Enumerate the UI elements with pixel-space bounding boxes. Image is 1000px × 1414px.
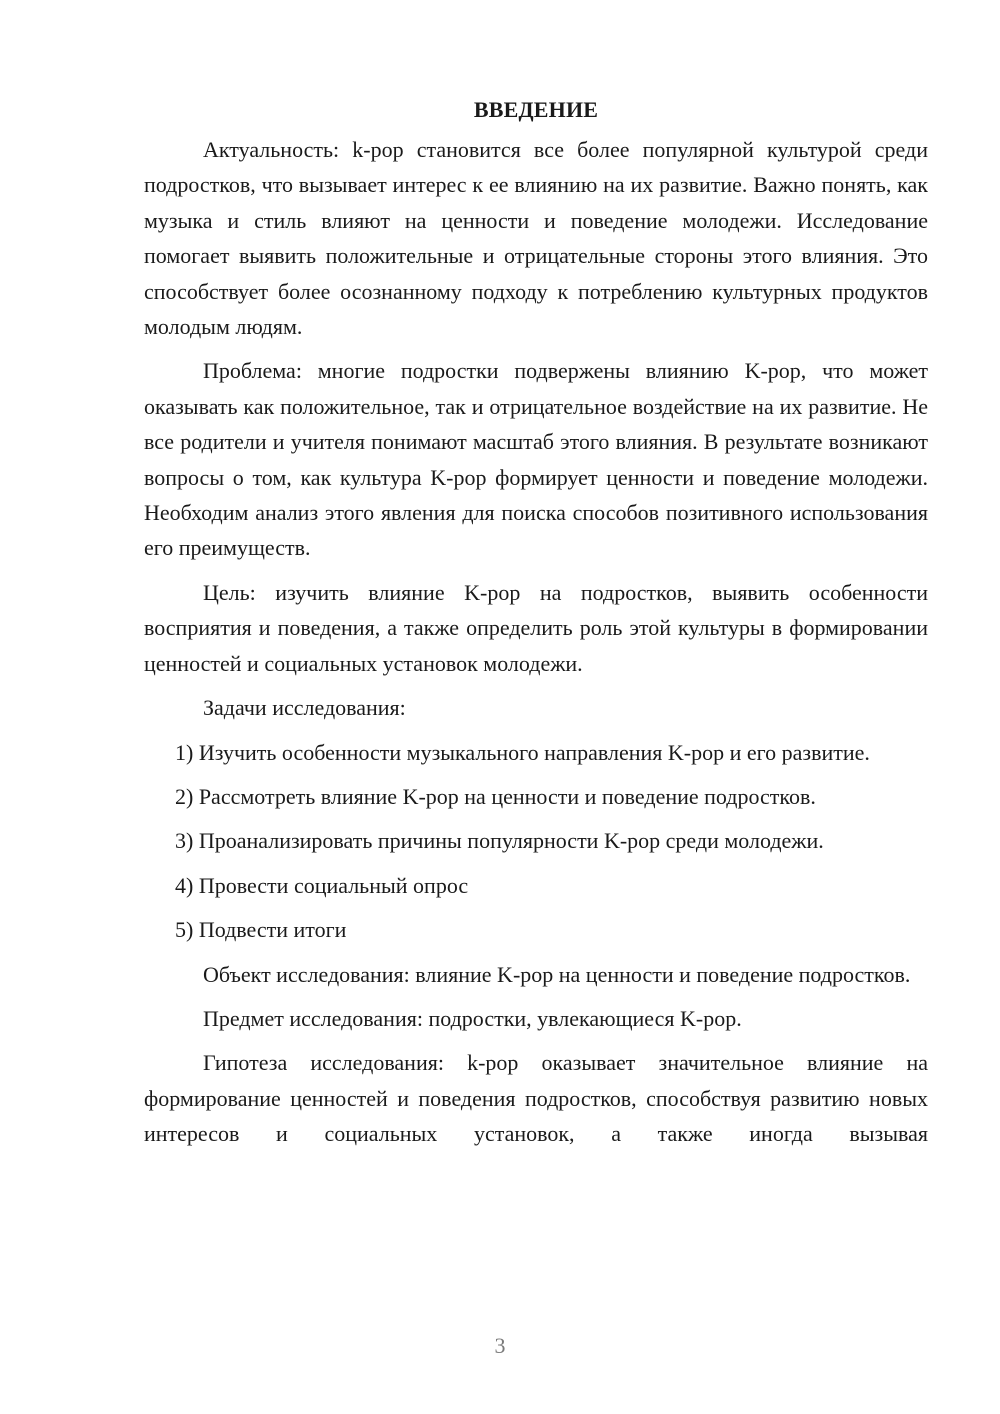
tasks-list: [144, 735, 928, 948]
section-heading: ВВЕДЕНИЕ: [473, 97, 599, 122]
document-page: [144, 92, 928, 1152]
paragraph-relevance: Актуальность: k-pop становится все более популярной культурой среди подростков, что вызывает интерес к ее влиянию на их развитие. Важно понять, как музыка и стиль влияют на ценности и поведение молодежи. Исследование помогает выявить положительные и отрицательные стороны этого влияния. Это способствует более осознанному подходу к потреблению культурных продуктов молодым людям.: [144, 137, 928, 340]
paragraph-hypothesis: Гипотеза исследования: k-pop оказывает значительное влияние на формирование ценностей и поведения подростков, способствуя развитию новых интересов и социальных установок, а также иногда вызывая: [144, 1050, 928, 1147]
paragraph-object: Объект исследования: влияние K-pop на ценности и поведение подростков.: [203, 961, 911, 987]
paragraph-subject: Предмет исследования: подростки, увлекающиеся K-pop.: [203, 1005, 742, 1031]
task-item: 3) Проанализировать причины популярности K-pop среди молодежи.: [175, 828, 824, 854]
tasks-title: Задачи исследования:: [203, 695, 406, 721]
task-item: 1) Изучить особенности музыкального направления K-pop и его развитие.: [175, 739, 870, 765]
paragraph-problem: Проблема: многие подростки подвержены влиянию K-pop, что может оказывать как положительное, так и отрицательное воздействие на их развитие. Не все родители и учителя понимают масштаб этого влияния. В результате возникают вопросы о том, как культура K-pop формирует ценности и поведение молодежи. Необходим анализ этого явления для поиска способов позитивного использования его преимуществ.: [144, 358, 928, 561]
page-number: 3: [494, 1333, 506, 1358]
task-item: 5) Подвести итоги: [175, 917, 347, 943]
task-item: 2) Рассмотреть влияние K-pop на ценности и поведение подростков.: [175, 783, 816, 809]
task-item: 4) Провести социальный опрос: [175, 872, 469, 898]
paragraph-goal: Цель: изучить влияние K-pop на подростков, выявить особенности восприятия и поведения, а также определить роль этой культуры в формировании ценностей и социальных установок молодежи.: [144, 579, 928, 676]
